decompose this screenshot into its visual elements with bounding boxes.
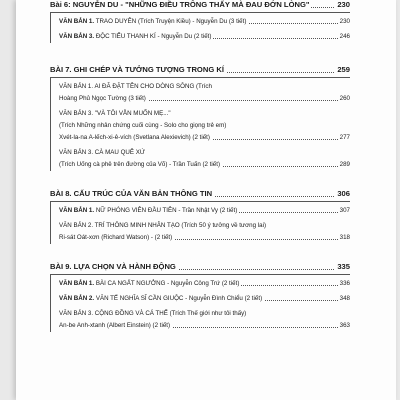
book-page (16, 0, 396, 400)
chapter-title: BÀI 7. GHI CHÉP VÀ TƯỞNG TƯỢNG TRONG KÍ (50, 65, 224, 74)
toc-entry[interactable]: VĂN BẢN 2. TRÍ THÔNG MINH NHÂN TẠO (Trích 50 ý tưởng về tương lai) (59, 222, 267, 229)
chapter-items (50, 78, 350, 171)
chapter-heading[interactable] (50, 0, 350, 12)
toc-entry[interactable]: VĂN BẢN 3. ĐỘC TIỂU THANH KÍ - Nguyễn Du (2 tiết) 246 (59, 31, 350, 43)
chapter-items (50, 202, 350, 244)
chapter-heading[interactable] (50, 63, 350, 77)
toc-entry-cont[interactable]: (Trích Uống cà phê trên đường của Võ) - Trần Tuấn (2 tiết) 289 (59, 159, 350, 171)
toc-entry-cont[interactable]: Hoàng Phủ Ngọc Tường (3 tiết) 260 (59, 93, 350, 105)
chapter-page: 335 (335, 260, 350, 274)
chapter-page: 230 (335, 0, 350, 12)
chapter-6 (50, 0, 350, 43)
chapter-heading[interactable] (50, 187, 350, 201)
toc-entry[interactable]: VĂN BẢN 1. TRAO DUYÊN (Trích Truyện Kiều) - Nguyễn Du (3 tiết) 230 (59, 16, 350, 28)
chapter-8 (50, 187, 350, 244)
toc-entry-cont[interactable]: Ri-sát Oát-xơn (Richard Watson) - (2 tiết) 318 (59, 232, 350, 244)
toc-entry[interactable]: VĂN BẢN 1. BÀI CA NGẤT NGƯỞNG - Nguyễn Công Trứ (2 tiết) 336 (59, 278, 350, 290)
toc-entry[interactable]: VĂN BẢN 1. NỮ PHÓNG VIÊN ĐẦU TIÊN - Trần Nhật Vy (2 tiết) 307 (59, 205, 350, 217)
chapter-page: 259 (335, 63, 350, 77)
chapter-7 (50, 63, 350, 171)
chapter-9 (50, 260, 350, 332)
chapter-page: 306 (335, 187, 350, 201)
chapter-title: BÀI 9. LỰA CHỌN VÀ HÀNH ĐỘNG (50, 262, 176, 271)
toc-entry[interactable]: VĂN BẢN 3. CỘNG ĐỒNG VÀ CÁ THỂ (Trích Thế giới như tôi thấy) (59, 310, 247, 317)
toc-entry[interactable]: VĂN BẢN 3. "VÀ TÔI VẪN MUỐN MẸ..." (59, 110, 171, 117)
toc-entry-cont[interactable]: An-be Anh-xtanh (Albert Einstein) (2 tiết) 363 (59, 320, 350, 332)
toc-entry[interactable]: VĂN BẢN 1. AI ĐÃ ĐẶT TÊN CHO DÒNG SÔNG (Trích (59, 83, 212, 90)
table-of-contents (50, 0, 350, 332)
chapter-heading[interactable] (50, 260, 350, 274)
toc-entry-cont: (Trích Những nhân chứng cuối cùng - Solo cho giọng trẻ em) (59, 122, 227, 129)
toc-entry[interactable]: VĂN BẢN 2. VĂN TẾ NGHĨA SĨ CẦN GIUỘC - Nguyễn Đình Chiểu (2 tiết) 348 (59, 293, 350, 305)
chapter-items (50, 13, 350, 43)
chapter-items (50, 275, 350, 332)
toc-entry-cont[interactable]: Xvét-la-na A-lếch-xi-ê-vích (Svetlana Alexievich) (2 tiết) 277 (59, 132, 350, 144)
chapter-title: BÀI 8. CẤU TRÚC CỦA VĂN BẢN THÔNG TIN (50, 189, 213, 198)
chapter-title: Bài 6: NGUYỄN DU - "NHỮNG ĐIỀU TRÔNG THẤY MÀ ĐAU ĐỚN LÒNG" (50, 0, 310, 9)
toc-entry[interactable]: VĂN BẢN 3. CÀ MAU QUÊ XỨ (59, 149, 146, 156)
